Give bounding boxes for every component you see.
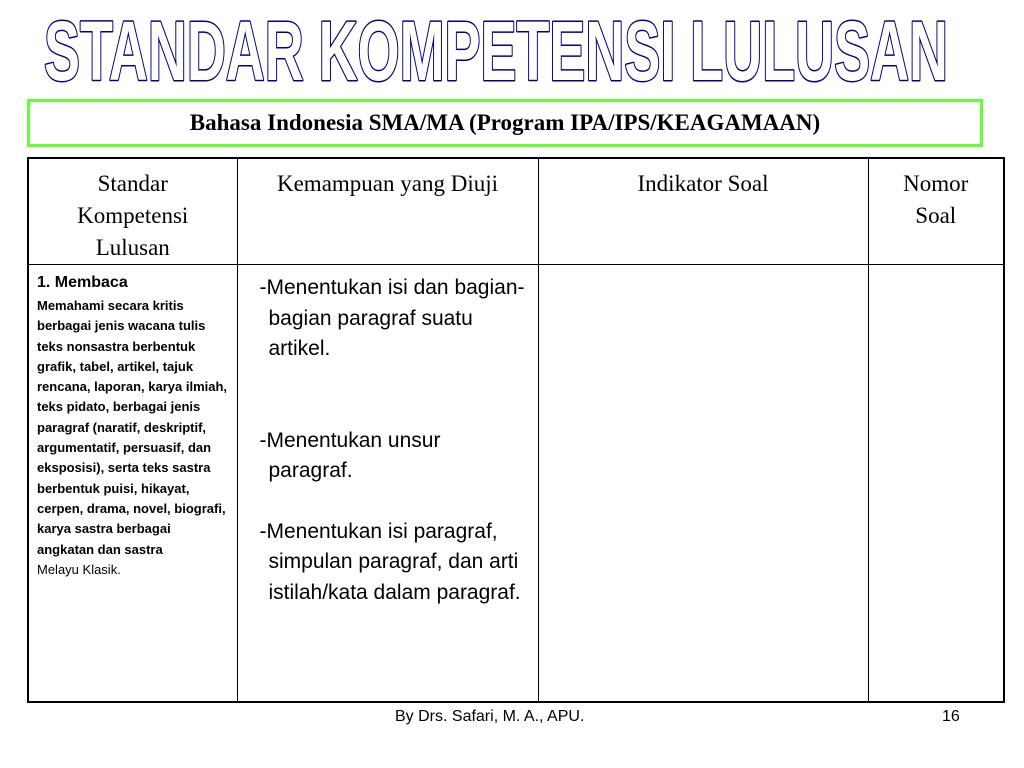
subtitle-text: Bahasa Indonesia SMA/MA (Program IPA/IPS/KEAGAMAAN) — [189, 110, 821, 135]
slide-title — [0, 2, 1024, 92]
header-standar-kompetensi: Standar Kompetensi Lulusan — [28, 158, 237, 265]
skl-description: Memahami secara kritis berbagai jenis wacana tulis teks nonsastra berbentuk grafik, tabel, artikel, tajuk rencana, laporan, karya ilmiah, teks pidato, berbagai jenis paragraf (naratif, deskriptif, argumentatif, persuasif, dan eksposisi), serta teks sastra berbentuk puisi, hikayat, cerpen, drama, novel, biografi, karya sastra berbagai angkatan dan sastra — [37, 298, 228, 557]
table-header-row — [28, 158, 1004, 265]
header-nomor-soal: Nomor Soal — [868, 158, 1004, 265]
slide-title-graphic — [0, 2, 1024, 92]
footer-page-number: 16 — [942, 708, 960, 725]
cell-indikator — [538, 265, 868, 703]
skl-heading: 1. Membaca — [37, 274, 128, 291]
header-kemampuan: Kemampuan yang Diuji — [237, 158, 538, 265]
cell-skl — [28, 265, 237, 703]
competency-table — [27, 157, 1005, 703]
table-row — [28, 265, 1004, 703]
kemampuan-item: -Menentukan unsur paragraf. — [259, 428, 441, 482]
kemampuan-item: -Menentukan isi paragraf, simpulan paragraf, dan arti istilah/kata dalam paragraf. — [259, 519, 521, 604]
footer-author: By Drs. Safari, M. A., APU. — [395, 708, 585, 725]
subtitle-box — [27, 99, 983, 147]
kemampuan-item: -Menentukan isi dan bagian-bagian paragraf suatu artikel. — [259, 276, 525, 360]
slide-title-text: STANDAR KOMPETENSI LULUSAN — [44, 4, 948, 92]
skl-description-tail: Melayu Klasik. — [37, 561, 121, 577]
cell-kemampuan — [237, 265, 538, 703]
cell-nomor — [868, 265, 1004, 703]
header-indikator-soal: Indikator Soal — [538, 158, 868, 265]
